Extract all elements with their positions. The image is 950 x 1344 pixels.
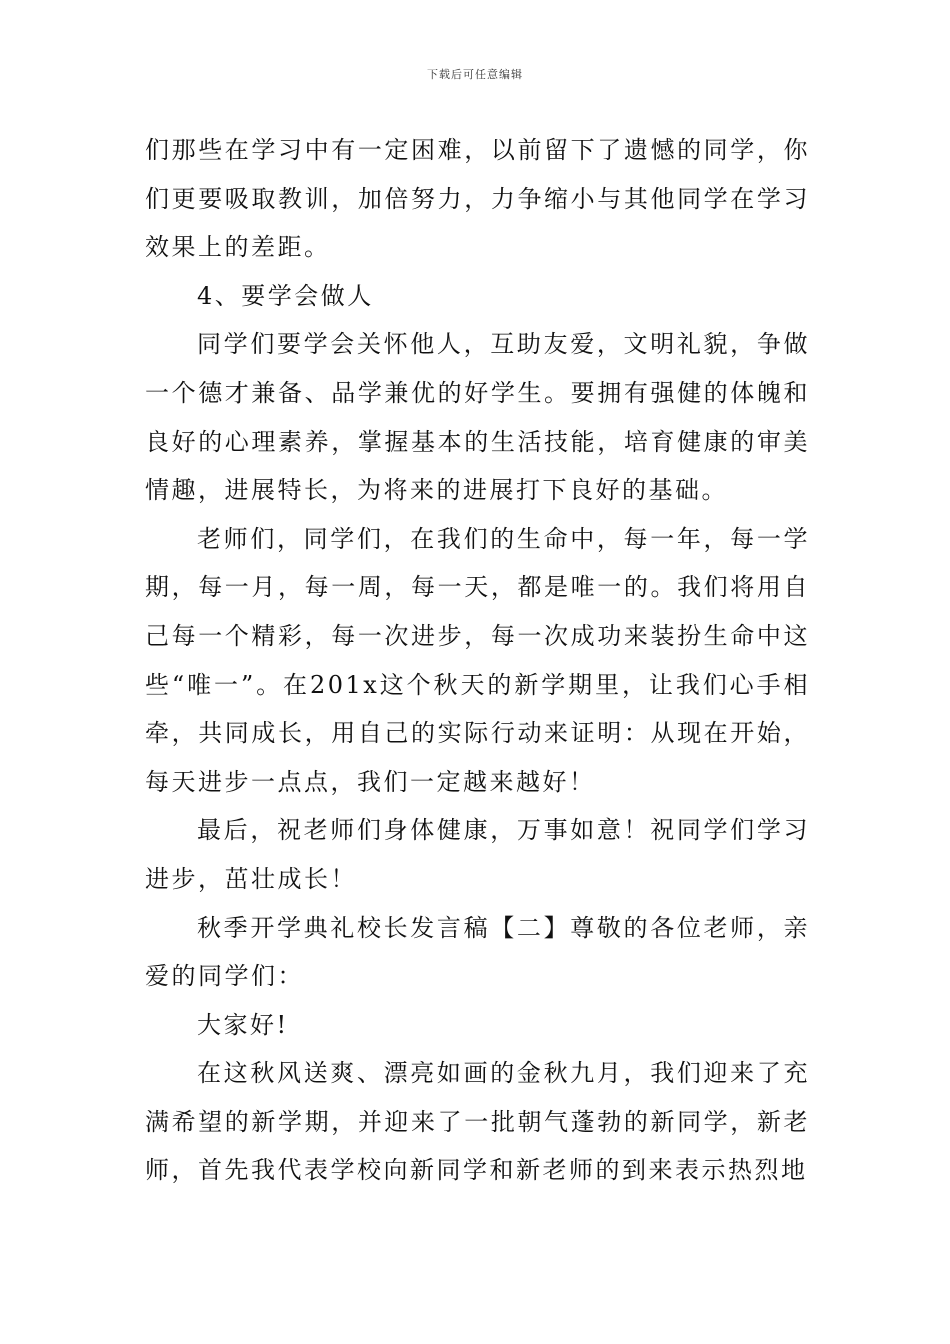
paragraph-unique-moments: 老师们，同学们，在我们的生命中，每一年，每一学期，每一月，每一周，每一天，都是唯一的。我们将用自己每一个精彩，每一次进步，每一次成功来装扮生命中这些“唯一”。在201x这个秋天的新学期里，让我们心手相牵，共同成长，用自己的实际行动来证明：从现在开始，每天进步一点点，我们一定越来越好！ xyxy=(145,524,810,796)
paragraph-continuation: 们那些在学习中有一定困难，以前留下了遗憾的同学，你们更要吸取教训，加倍努力，力争缩小与其他同学在学习效果上的差距。 xyxy=(145,136,810,262)
paragraph-greeting: 大家好! xyxy=(197,1010,289,1039)
section-heading-learn-to-be-a-person: 4、要学会做人 xyxy=(197,281,374,310)
paragraph-closing-wishes: 最后，祝老师们身体健康，万事如意！祝同学们学习进步，茁壮成长！ xyxy=(145,816,810,893)
paragraph-speech-two-title: 秋季开学典礼校长发言稿【二】尊敬的各位老师，亲爱的同学们： xyxy=(145,913,810,991)
paragraph-autumn-welcome: 在这秋风送爽、漂亮如画的金秋九月，我们迎来了充满希望的新学期，并迎来了一批朝气蓬勃的新同学，新老师，首先我代表学校向新同学和新老师的到来表示热烈地 xyxy=(145,1059,810,1185)
page-header-note: 下载后可任意编辑 xyxy=(427,68,523,81)
paragraph-caring-for-others: 同学们要学会关怀他人，互助友爱，文明礼貌，争做一个德才兼备、品学兼优的好学生。要拥有强健的体魄和良好的心理素养，掌握基本的生活技能，培育健康的审美情趣，进展特长，为将来的进展打下良好的基础。 xyxy=(145,330,810,505)
document-body xyxy=(145,126,810,1195)
